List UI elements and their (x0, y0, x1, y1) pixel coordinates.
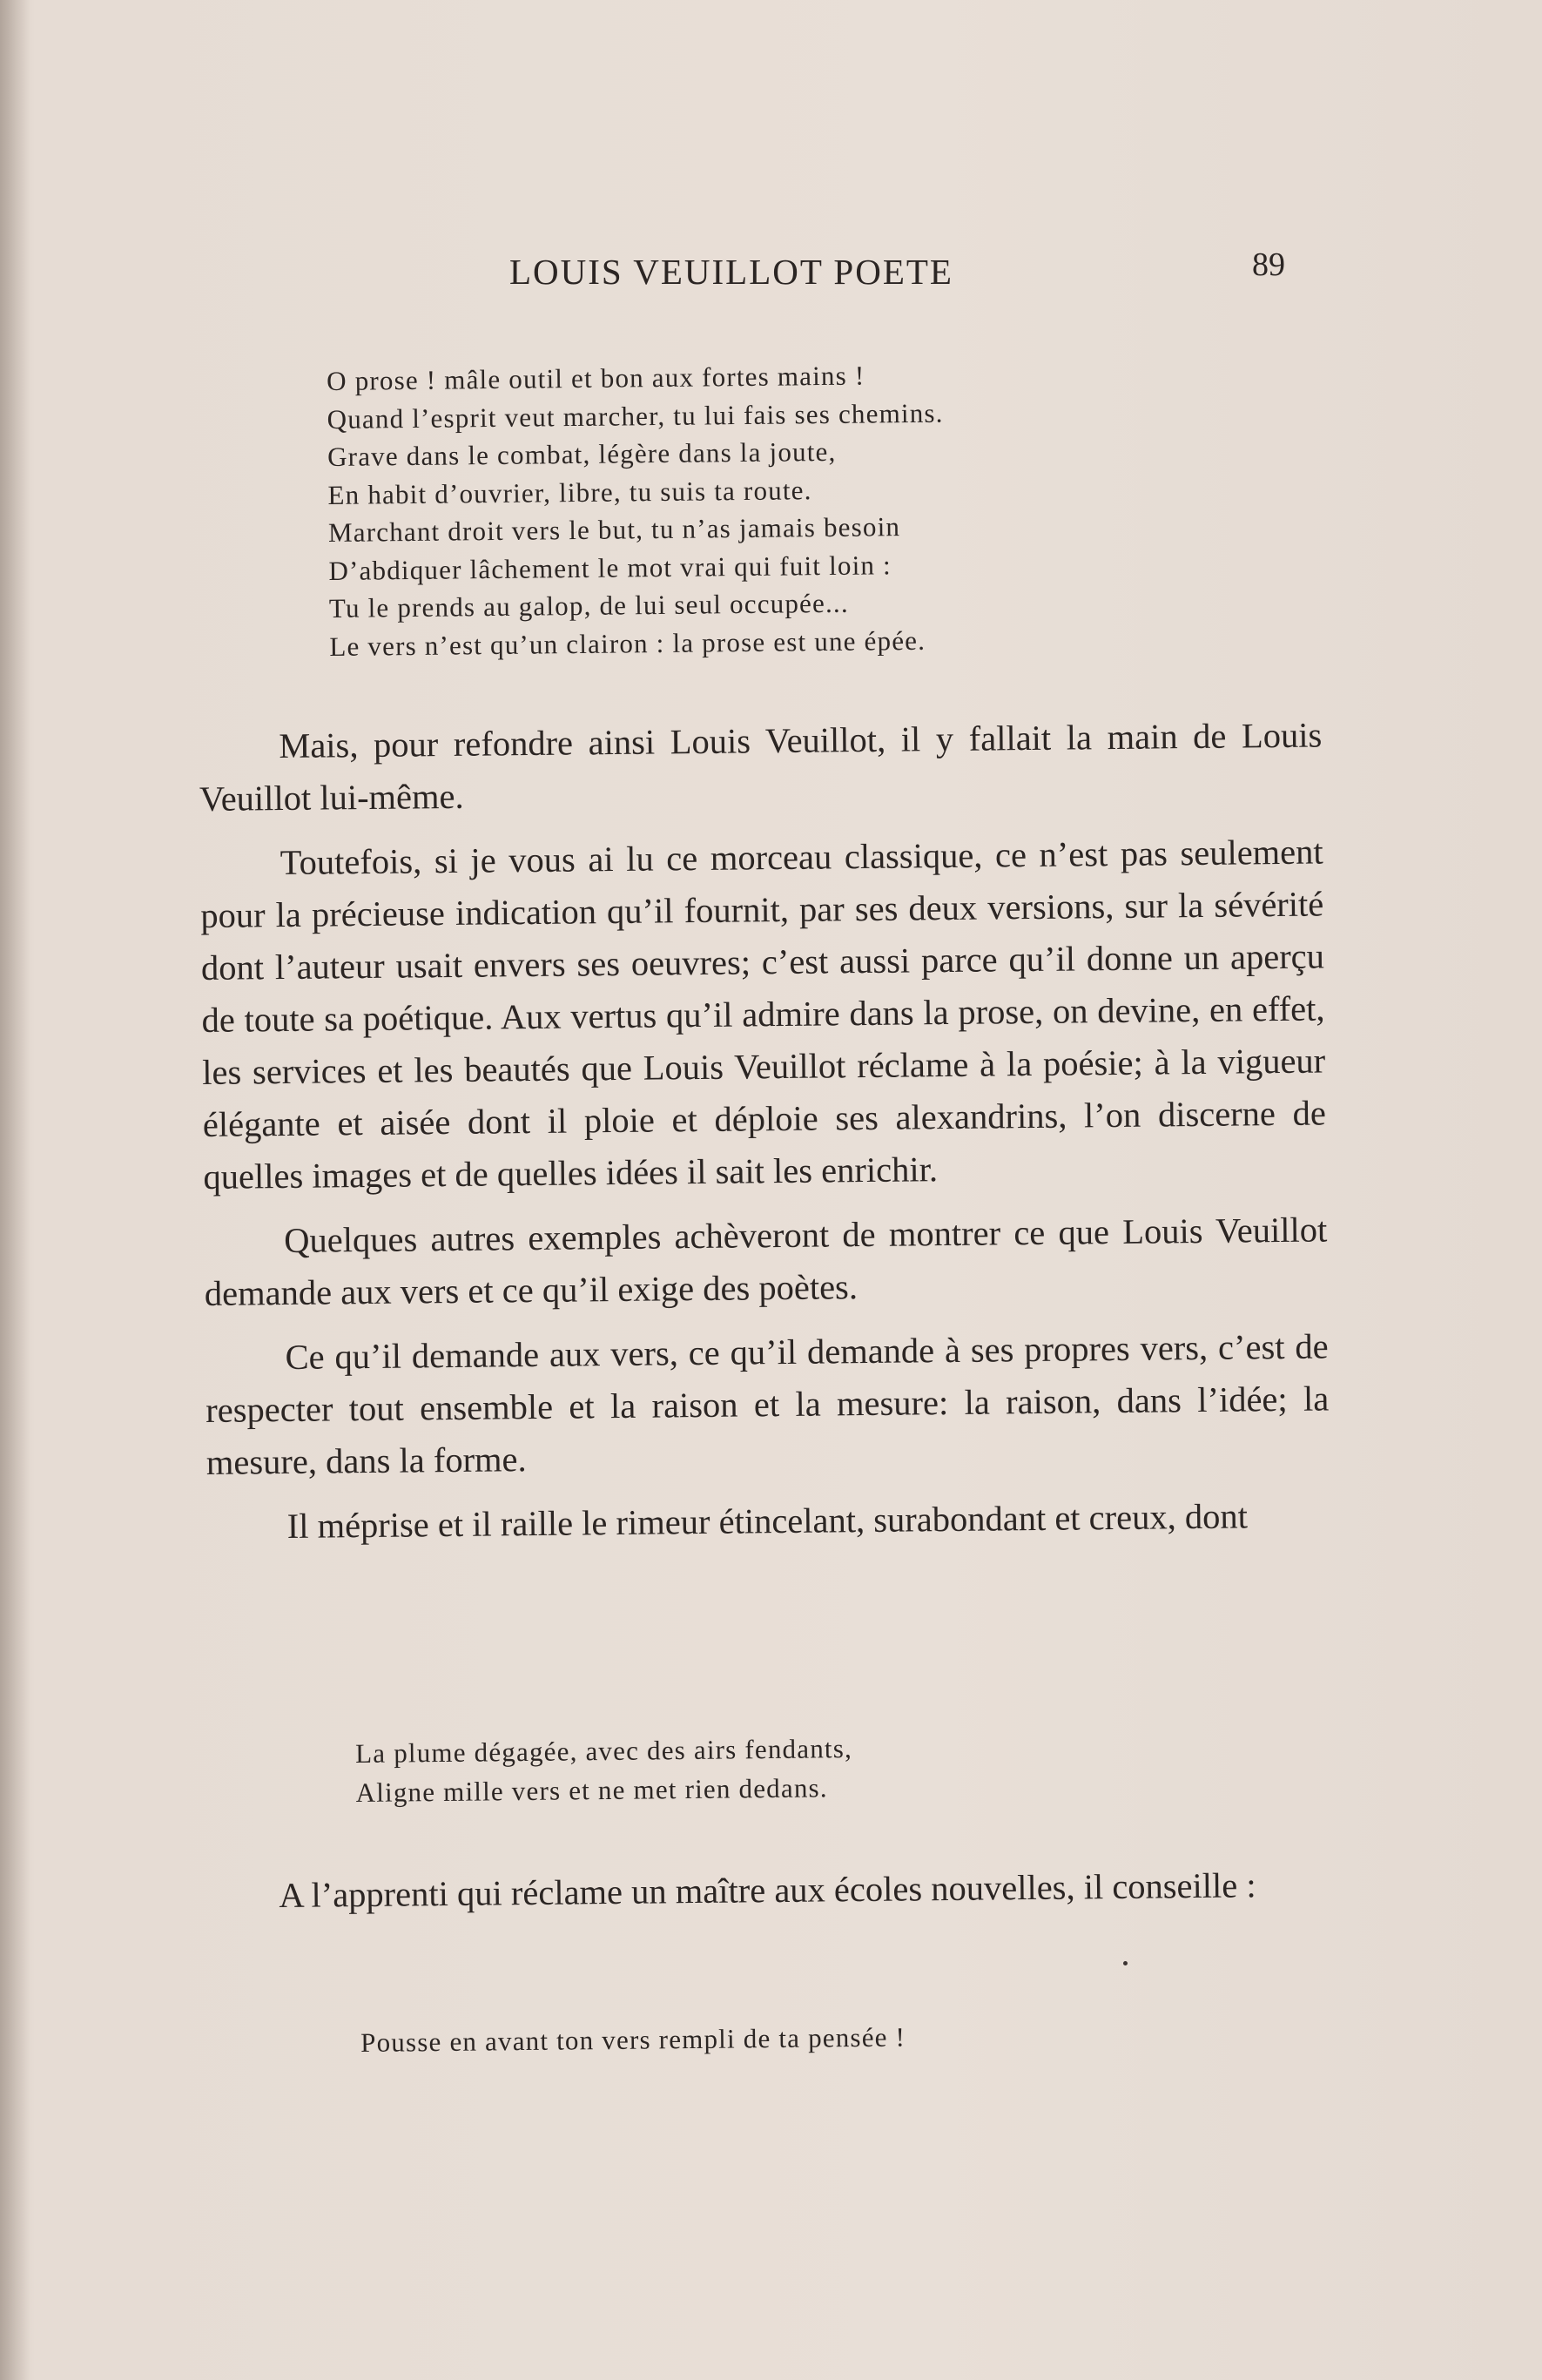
paragraph: Mais, pour refondre ainsi Louis Veuillot, il y fallait la main de Louis Veuillot lui-même. (199, 715, 1323, 819)
ink-speck (1123, 1961, 1128, 1965)
paragraph: Ce qu’il demande aux vers, ce qu’il demande à ses propres vers, c’est de respecter tout ensemble et la raison et la mesure: la raison, dans l’idée; la mesure, dans la forme. (205, 1326, 1330, 1482)
paragraph: A l’apprenti qui réclame un maître aux écoles nouvelles, il conseille : (279, 1865, 1256, 1916)
verse-quote-rimeur (355, 1733, 853, 1817)
verse-line: Le vers n’est qu’un clairon : la prose est une épée. (329, 624, 926, 662)
verse-quote-prose (327, 360, 946, 669)
binding-gutter (0, 0, 30, 2380)
verse-quote-conseil (360, 2021, 906, 2065)
verse-line: La plume dégagée, avec des airs fendants, (355, 1733, 853, 1769)
verse-line: O prose ! mâle outil et bon aux fortes mains ! (327, 360, 865, 396)
verse-line: Aligne mille vers et ne met rien dedans. (355, 1772, 828, 1808)
paragraph: Toutefois, si je vous ai lu ce morceau classique, ce n’est pas seulement pour la précieuse indication qu’il fournit, par ses deux versions, sur la sévérité dont l’auteur usait envers ses oeuvres; c’est aussi parce qu’il donne un aperçu de toute sa poétique. Aux vertus qu’il admire dans la prose, on devine, en effet, les services et les beautés que Louis Veuillot réclame à la poésie; à la vigueur élégante et aisée dont il ploie et déploie ses alexandrins, l’on discerne de quelles images et de quelles idées il sait les enrichir. (200, 832, 1327, 1197)
verse-line: Tu le prends au galop, de lui seul occupée... (328, 587, 850, 624)
verse-line: D’abdiquer lâchement le mot vrai qui fuit loin : (328, 549, 892, 586)
verse-line: Marchant droit vers le but, tu n’as jamais besoin (327, 511, 901, 548)
paragraph: Il méprise et il raille le rimeur étincelant, surabondant et creux, dont (286, 1496, 1249, 1546)
paragraph: Quelques autres exemples achèveront de montrer ce que Louis Veuillot demande aux vers et ce qu’il exige des poètes. (204, 1210, 1328, 1313)
body-text (199, 709, 1330, 1565)
verse-line: Quand l’esprit veut marcher, tu lui fais ses chemins. (327, 397, 944, 435)
verse-line: Grave dans le combat, légère dans la joute, (327, 435, 837, 472)
page-number: 89 (1252, 246, 1285, 283)
verse-line: Pousse en avant ton vers rempli de ta pensée ! (360, 2021, 906, 2058)
body-text-continued (199, 1858, 1323, 1935)
running-title: LOUIS VEUILLOT POETE (509, 252, 953, 292)
verse-line: En habit d’ouvrier, libre, tu suis ta route. (327, 474, 812, 510)
